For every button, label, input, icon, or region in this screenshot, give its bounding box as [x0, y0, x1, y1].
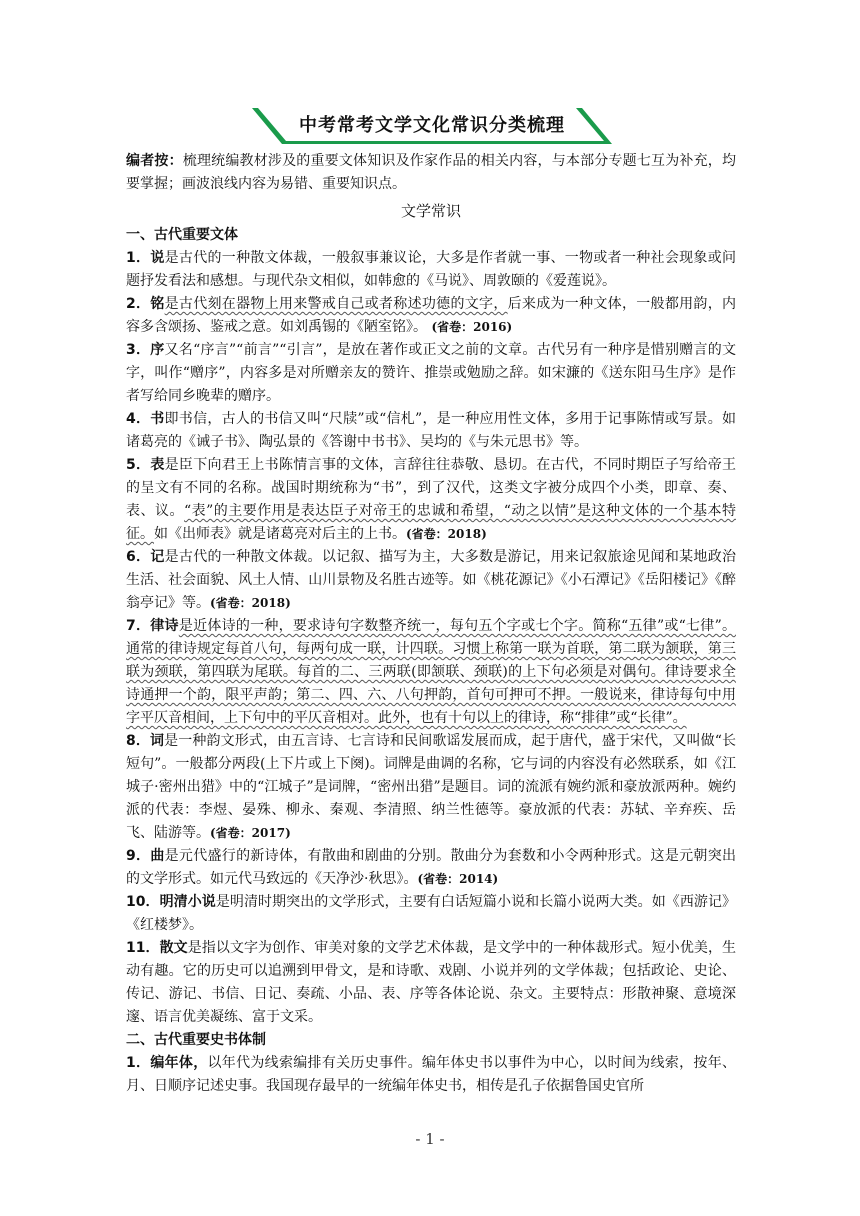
item-text: 是臣下向君王上书陈情言事的文体，言辞往往恭敬、恳切。在古代，不同时期臣子写给帝王的呈文有不同的名称。战国时期统称为“书”，到了汉代，这类文字被分成四个小类，即章、奏、表、议。: [126, 457, 736, 519]
item-term: 序: [150, 342, 165, 358]
item-text: 是元代盛行的新诗体，有散曲和剧曲的分别。散曲分为套数和小令两种形式。这是元朝突出的文学形式。如元代马致远的《天净沙·秋思》。: [126, 848, 736, 887]
item-number: 11．: [126, 940, 160, 956]
part1-heading: 一、古代重要文体: [126, 227, 238, 243]
item-term: 明清小说: [159, 894, 216, 910]
item-text: 后来成为一种文体，一般都用韵，内容多含颂扬、鉴戒之意。如刘禹锡的《陋室铭》。: [126, 296, 736, 335]
item-text: 如《出师表》就是诸葛亮对后主的上书。: [154, 526, 406, 542]
item-text: 即书信，古人的书信又叫“尺牍”或“信札”，是一种应用性文体，多用于记事陈情或写景。如诸葛亮的《诫子书》、陶弘景的《答谢中书书》、吴均的《与朱元思书》等。: [126, 411, 736, 450]
page-title: 中考常考文学文化常识分类梳理: [299, 115, 565, 136]
editor-note: [126, 150, 736, 196]
editor-note-label: 编者按：: [126, 153, 183, 169]
item-term: 词: [149, 733, 165, 749]
item-text: 又名“序言”“前言”“引言”，是放在著作或正文之前的文章。古代另有一种序是惜别赠言的文字，叫作“赠序”，内容多是对所赠亲友的赞许、推崇或勉励之辞。如宋濂的《送东阳马生序》是作者写给同乡晚辈的赠序。: [126, 342, 736, 404]
item-text: 是一种韵文形式，由五言诗、七言诗和民间歌谣发展而成，起于唐代，盛于宋代，又叫做“长短句”。一般都分两段(上下片或上下阕)。词牌是曲调的名称，它与词的内容没有必然联系，如《江城子·密州出猎》中的“江城子”是词牌，“密州出猎”是题目。词的流派有婉约派和豪放派两种。婉约派的代表：李煜、晏殊、柳永、秦观、李清照、纳兰性德等。豪放派的代表：苏轼、辛弃疾、岳飞、陆游等。: [126, 733, 737, 841]
title-banner: [252, 108, 612, 144]
item-text-emphasis: “表”的主要作用是表达臣子对帝王的忠诚和希望，“动之以情”是这种文体的一个基本特征。: [126, 503, 736, 542]
list-item: [126, 546, 736, 615]
item-number: 1．: [126, 1055, 151, 1071]
item-text-emphasis: 是古代刻在器物上用来警戒自己或者称述功德的文字，: [164, 296, 508, 312]
item-text: 是古代的一种散文体裁。以记叙、描写为主，大多数是游记，用来记叙旅途见闻和某地政治生活、社会面貌、风土人情、山川景物及名胜古迹等。如《桃花源记》《小石潭记》《岳阳楼记》《醉翁亭记》等。: [126, 549, 736, 611]
item-term: 曲: [150, 848, 165, 864]
item-term: 律诗: [150, 618, 179, 634]
editor-note-text: 梳理统编教材涉及的重要文体知识及作家作品的相关内容，与本部分专题七互为补充，均要掌握；画波浪线内容为易错、重要知识点。: [126, 153, 737, 192]
exam-note: (省卷：2018): [210, 596, 291, 610]
exam-note: (省卷：2017): [210, 826, 291, 840]
exam-note: (省卷：2018): [406, 527, 487, 541]
item-term: 散文: [159, 940, 188, 956]
item-number: 1．: [126, 250, 151, 266]
page-number: - 1 -: [415, 1130, 445, 1148]
item-number: 3．: [126, 342, 151, 358]
item-text: 是指以文字为创作、审美对象的文学艺术体裁，是文学中的一种体裁形式。短小优美，生动有趣。它的历史可以追溯到甲骨文，是和诗歌、戏剧、小说并列的文学体裁；包括政论、史论、传记、游记、书信、日记、奏疏、小品、表、序等各体论说、杂文。主要特点：形散神聚、意境深邃、语言优美凝练、富于文采。: [126, 940, 737, 1025]
item-number: 7．: [126, 618, 151, 634]
item-term: 说: [150, 250, 165, 266]
exam-note: (省卷：2014): [417, 872, 499, 886]
item-text: 以年代为线索编排有关历史事件。编年体史书以事件为中心，以时间为线索，按年、月、日顺序记述史事。我国现存最早的一统编年体史书，相传是孔子依据鲁国史官所: [126, 1055, 736, 1094]
item-term: 铭: [150, 296, 165, 312]
list-item: [126, 339, 736, 408]
list-item: [126, 1052, 736, 1098]
item-number: 6．: [126, 549, 151, 565]
item-term: 表: [150, 457, 165, 473]
main-content: [126, 150, 736, 1098]
item-number: 9．: [126, 848, 151, 864]
list-item: [126, 454, 736, 546]
section-title: 文学常识: [400, 202, 461, 220]
list-item: [126, 730, 736, 845]
item-number: 10．: [126, 894, 160, 910]
part2-heading: 二、古代重要史书体制: [126, 1032, 266, 1048]
item-number: 5．: [126, 457, 151, 473]
item-term: 编年体，: [150, 1055, 208, 1071]
item-text: 是近体诗的一种，要求诗句字数整齐统一，每句五个字或七个字。简称“五律”或“七律”。通常的律诗规定每首八句，每两句成一联，计四联。习惯上称第一联为首联，第二联为颔联，第三联为颈联，第四联为尾联。每首的二、三两联(即颔联、颈联)的上下句必须是对偶句。律诗要求全诗通押一个韵，限平声韵；第二、四、六、八句押韵，首句可押可不押。一般说来，律诗每句中用字平仄音相间，上下句中的平仄音相对。此外，也有十句以上的律诗，称“排律”或“长律”。: [126, 618, 736, 726]
list-item: [126, 247, 736, 293]
list-item: [126, 937, 736, 1029]
list-item: [126, 615, 736, 730]
list-item: [126, 845, 736, 891]
exam-note: (省卷：2016): [431, 320, 513, 334]
item-number: 2．: [126, 296, 151, 312]
item-text: 是古代的一种散文体裁，一般叙事兼议论，大多是作者就一事、一物或者一种社会现象或问题抒发看法和感想。与现代杂文相似，如韩愈的《马说》、周敦颐的《爱莲说》。: [126, 250, 736, 289]
item-term: 记: [150, 549, 165, 565]
list-item: [126, 891, 736, 937]
item-term: 书: [150, 411, 165, 427]
item-number: 4．: [126, 411, 151, 427]
item-number: 8．: [126, 733, 150, 749]
list-item: [126, 293, 736, 339]
list-item: [126, 408, 736, 454]
item-text: 是明清时期突出的文学形式，主要有白话短篇小说和长篇小说两大类。如《西游记》《红楼梦》。: [126, 894, 737, 933]
